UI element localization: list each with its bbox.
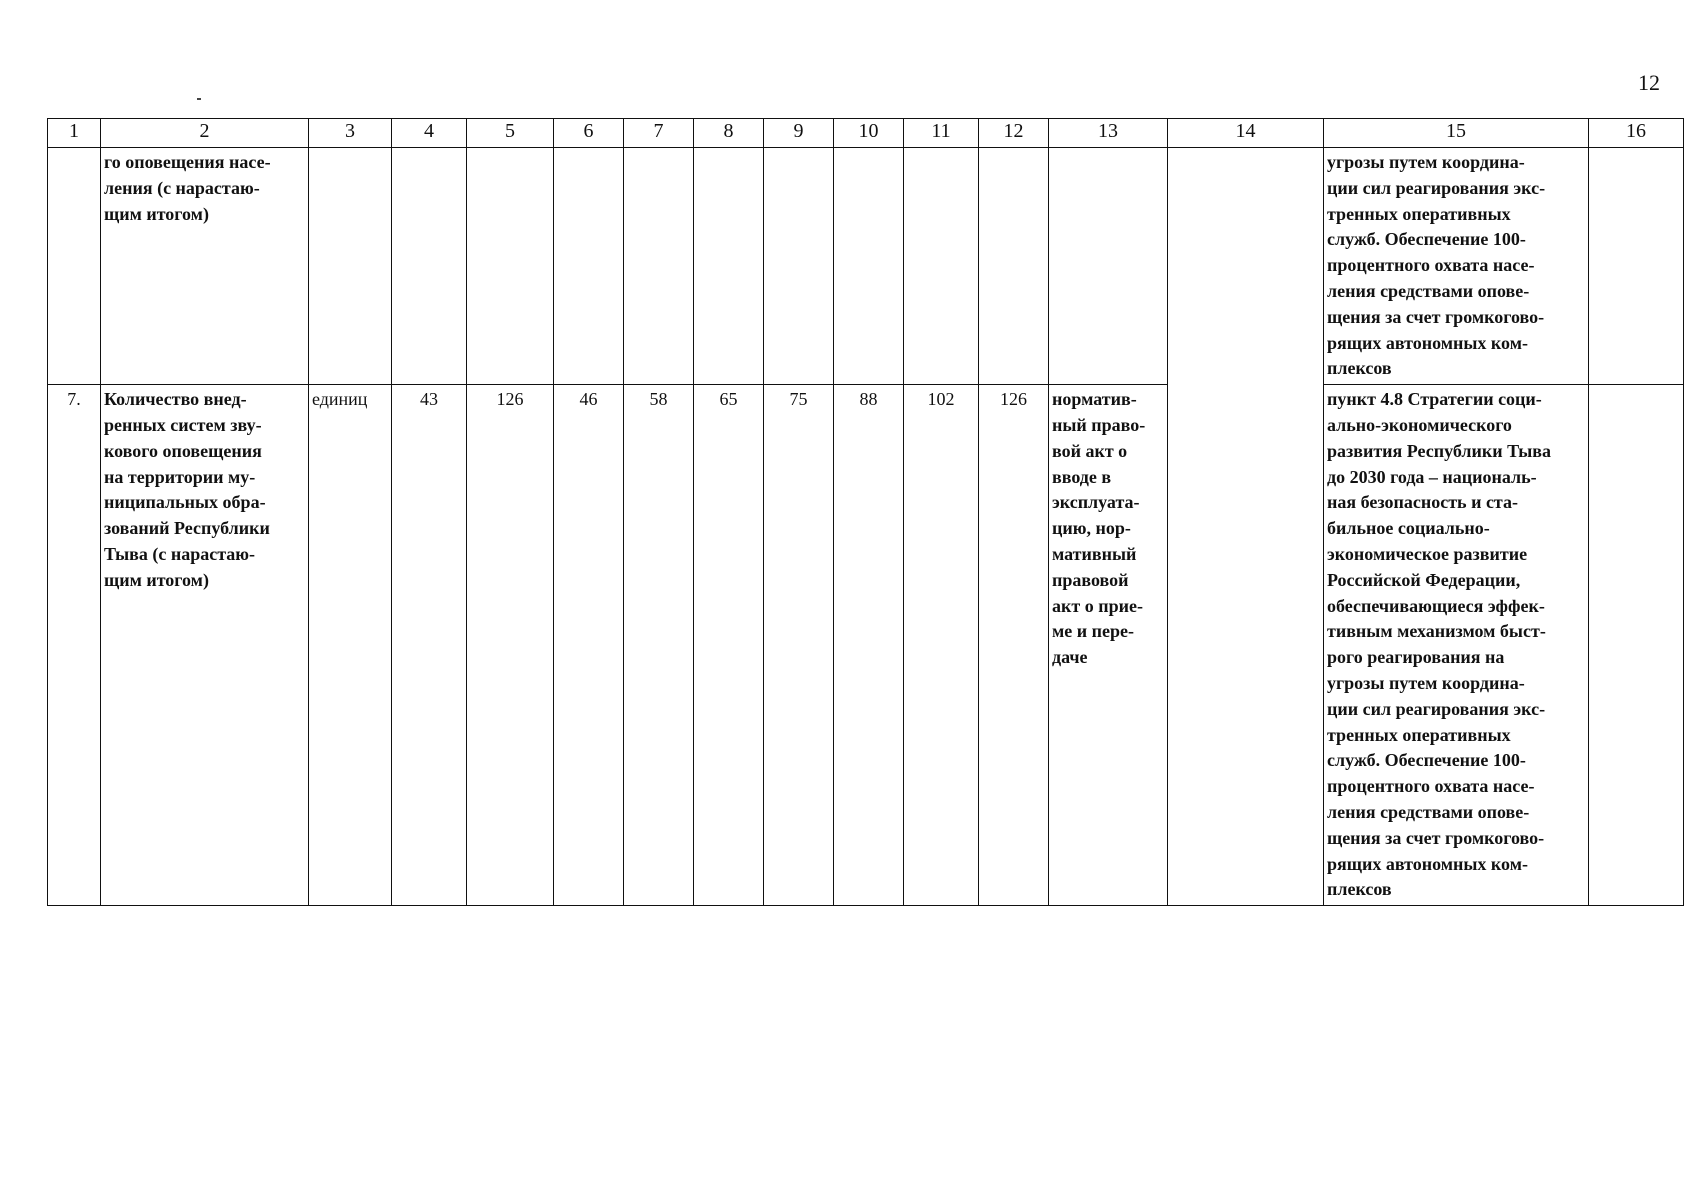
page-number: 12 <box>1638 70 1660 95</box>
text-line: развития Республики Тыва <box>1327 440 1552 461</box>
text-line: на территории му- <box>104 466 256 487</box>
cell-empty <box>834 148 904 385</box>
text-line: правовой <box>1052 569 1129 590</box>
cell-empty <box>554 148 624 385</box>
cell-basis-continuation <box>1324 148 1589 385</box>
text-line: Количество внед- <box>104 389 247 410</box>
cell-empty <box>1049 148 1168 385</box>
text-line: обеспечивающиеся эффек- <box>1327 595 1545 616</box>
cell-empty <box>467 148 554 385</box>
cell-empty <box>1589 385 1684 906</box>
cell-empty <box>764 148 834 385</box>
text-line: до 2030 года – националь- <box>1327 466 1537 487</box>
text-line: ции сил реагирования экс- <box>1327 698 1546 719</box>
cell-basis <box>1324 385 1589 906</box>
column-header-8: 8 <box>694 119 764 148</box>
column-header-11: 11 <box>904 119 979 148</box>
text-line: щим итогом) <box>104 569 209 590</box>
text-line: плексов <box>1327 358 1392 379</box>
column-header-13: 13 <box>1049 119 1168 148</box>
text-line: ально-экономического <box>1327 414 1512 435</box>
text-line: угрозы путем координа- <box>1327 152 1525 172</box>
text-line: плексов <box>1327 879 1392 900</box>
text-line: ления средствами опове- <box>1327 801 1530 822</box>
text-line: ме и пере- <box>1052 621 1134 642</box>
column-header-14: 14 <box>1168 119 1324 148</box>
text-line: зований Республики <box>104 518 270 539</box>
text-line: даче <box>1052 647 1088 668</box>
text-line: тренных оперативных <box>1327 203 1511 224</box>
cell-empty <box>309 148 392 385</box>
column-header-6: 6 <box>554 119 624 148</box>
column-header-2: 2 <box>101 119 309 148</box>
text-line: служб. Обеспечение 100- <box>1327 229 1526 250</box>
cell-value-12: 126 <box>979 385 1049 906</box>
cell-indicator-continuation <box>101 148 309 385</box>
text-line: пункт 4.8 Стратегии соци- <box>1327 389 1542 410</box>
text-line: процентного охвата насе- <box>1327 776 1535 797</box>
column-header-9: 9 <box>764 119 834 148</box>
text-line: вводе в <box>1052 466 1112 487</box>
column-header-12: 12 <box>979 119 1049 148</box>
cell-column-14 <box>1168 148 1324 906</box>
text-line: го оповещения насе- <box>104 152 271 172</box>
column-header-1: 1 <box>48 119 101 148</box>
text-line: угрозы путем координа- <box>1327 672 1525 693</box>
text-line: ления (с нарастаю- <box>104 177 260 198</box>
text-line: мативный <box>1052 543 1137 564</box>
cell-empty <box>904 148 979 385</box>
text-line: щим итогом) <box>104 203 209 224</box>
text-line: процентного охвата насе- <box>1327 255 1535 276</box>
cell-value-6: 46 <box>554 385 624 906</box>
cell-empty <box>979 148 1049 385</box>
cell-empty <box>624 148 694 385</box>
cell-value-7: 58 <box>624 385 694 906</box>
column-header-5: 5 <box>467 119 554 148</box>
text-line: ции сил реагирования экс- <box>1327 177 1546 198</box>
cell-number <box>48 148 101 385</box>
cell-value-9: 75 <box>764 385 834 906</box>
text-line: экономическое развитие <box>1327 543 1528 564</box>
text-line: ренных систем зву- <box>104 414 262 435</box>
cell-unit: единиц <box>309 385 392 906</box>
text-line: вой акт о <box>1052 440 1128 461</box>
cell-value-10: 88 <box>834 385 904 906</box>
column-header-4: 4 <box>392 119 467 148</box>
cell-row-number: 7. <box>48 385 101 906</box>
table-row-continuation <box>48 148 1684 385</box>
text-line: тивным механизмом быст- <box>1327 621 1546 642</box>
text-line: цию, нор- <box>1052 518 1131 539</box>
text-line: щения за счет громкогово- <box>1327 306 1545 327</box>
text-line: эксплуата- <box>1052 492 1140 513</box>
text-line: бильное социально- <box>1327 518 1490 539</box>
text-line: ная безопасность и ста- <box>1327 492 1518 513</box>
text-line: норматив- <box>1052 389 1137 410</box>
scan-mark <box>197 98 201 100</box>
cell-value-5: 126 <box>467 385 554 906</box>
column-header-16: 16 <box>1589 119 1684 148</box>
text-line: рого реагирования на <box>1327 647 1505 668</box>
text-line: щения за счет громкогово- <box>1327 827 1545 848</box>
column-header-7: 7 <box>624 119 694 148</box>
cell-indicator <box>101 385 309 906</box>
text-line: кового оповещения <box>104 440 262 461</box>
column-header-3: 3 <box>309 119 392 148</box>
cell-value-8: 65 <box>694 385 764 906</box>
text-line: ный право- <box>1052 414 1146 435</box>
text-line: Тыва (с нарастаю- <box>104 543 256 564</box>
indicators-table <box>47 118 1684 906</box>
table-row-7 <box>48 385 1684 906</box>
table-header-row <box>48 119 1684 148</box>
cell-empty <box>392 148 467 385</box>
cell-value-4: 43 <box>392 385 467 906</box>
text-line: рящих автономных ком- <box>1327 853 1528 874</box>
column-header-10: 10 <box>834 119 904 148</box>
text-line: ниципальных обра- <box>104 492 266 513</box>
cell-empty <box>1589 148 1684 385</box>
text-line: рящих автономных ком- <box>1327 332 1528 353</box>
cell-document <box>1049 385 1168 906</box>
text-line: ления средствами опове- <box>1327 280 1530 301</box>
text-line: Российской Федерации, <box>1327 569 1521 590</box>
text-line: акт о прие- <box>1052 595 1143 616</box>
cell-empty <box>694 148 764 385</box>
text-line: тренных оперативных <box>1327 724 1511 745</box>
cell-value-11: 102 <box>904 385 979 906</box>
text-line: служб. Обеспечение 100- <box>1327 750 1526 771</box>
column-header-15: 15 <box>1324 119 1589 148</box>
